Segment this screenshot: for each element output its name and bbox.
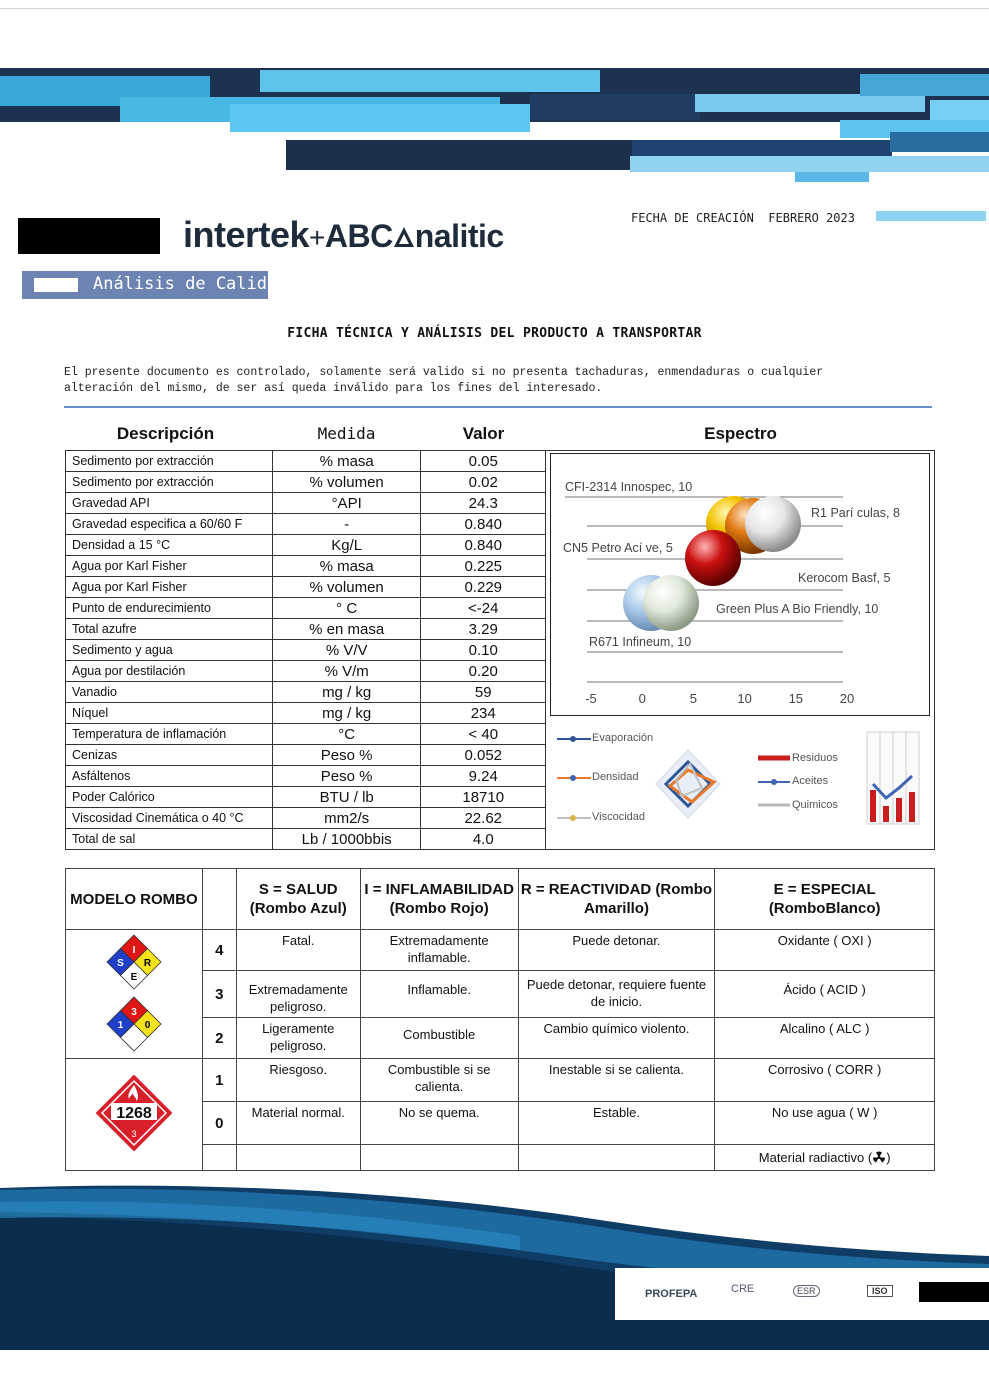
especial-cell: Oxidante ( OXI ) [715, 930, 935, 971]
chart-bubble [643, 575, 699, 631]
cell-medida: Lb / 1000bbis [272, 829, 421, 850]
intertek-wordmark: intertek [183, 214, 310, 255]
table-row [66, 661, 546, 682]
header-inflamabilidad: I = INFLAMABILIDAD (Rombo Rojo) [360, 869, 518, 930]
diamond2-top-number: 3 [131, 1007, 137, 1018]
cell-descripcion: Gravedad API [66, 493, 273, 514]
diamond2-left-number: 1 [117, 1020, 124, 1031]
cell-medida: mg / kg [272, 682, 421, 703]
table-row [66, 703, 546, 724]
cell-valor: 18710 [421, 787, 546, 808]
table-row [66, 745, 546, 766]
cell-valor: < 40 [421, 724, 546, 745]
cell-medida: % volumen [272, 577, 421, 598]
cell-descripcion: Poder Calórico [66, 787, 273, 808]
table-row [66, 682, 546, 703]
table-row [66, 640, 546, 661]
cell-medida: % en masa [272, 619, 421, 640]
mini-legend-area [553, 728, 933, 838]
cell-valor: 0.05 [421, 451, 546, 472]
cell-valor: 22.62 [421, 808, 546, 829]
chart-x-tick-label: 0 [638, 691, 646, 706]
hazard-class-number: 3 [131, 1129, 137, 1139]
chart-x-tick-label: 20 [839, 691, 855, 706]
especial-cell: No use agua ( W ) [715, 1102, 935, 1145]
header-especial: E = ESPECIAL (RomboBlanco) [715, 869, 935, 930]
inflamabilidad-cell: Combustible si se calienta. [360, 1059, 518, 1102]
table-row [66, 598, 546, 619]
cell-valor: 0.840 [421, 514, 546, 535]
legend-viscocidad: Viscocidad [592, 811, 645, 823]
cell-descripcion: Sedimento y agua [66, 640, 273, 661]
cell-medida: ° C [272, 598, 421, 619]
iso-logo: ISO [867, 1285, 893, 1297]
abc-wordmark-rest: nalitic [414, 218, 504, 254]
document-title: FICHA TÉCNICA Y ANÁLISIS DEL PRODUCTO A TRANSPORTAR [287, 326, 702, 341]
cell-valor: 4.0 [421, 829, 546, 850]
cell-medida: % masa [272, 556, 421, 577]
disclaimer-line-1: El presente documento es controlado, solamente será valido si no presenta tachaduras, enmendaduras o cualquier [64, 366, 824, 379]
cell-descripcion: Vanadio [66, 682, 273, 703]
cell-medida: - [272, 514, 421, 535]
table-row [66, 787, 546, 808]
legend-densidad: Densidad [592, 771, 639, 783]
cell-valor: 24.3 [421, 493, 546, 514]
chart-bubble-label: R671 Infineum, 10 [589, 635, 692, 649]
table-row [66, 724, 546, 745]
cell-descripcion: Punto de endurecimiento [66, 598, 273, 619]
cell-valor: 3.29 [421, 619, 546, 640]
chart-bubble-label: Kerocom Basf, 5 [798, 571, 891, 585]
cell-valor: 59 [421, 682, 546, 703]
especial-cell: Alcalino ( ALC ) [715, 1018, 935, 1059]
cell-medida: BTU / lb [272, 787, 421, 808]
chart-gridlines [565, 497, 843, 682]
footer-redaction-box [919, 1282, 989, 1302]
level-number: 2 [202, 1018, 236, 1059]
cell-valor: 0.052 [421, 745, 546, 766]
cell-medida: % masa [272, 451, 421, 472]
cell-medida: mm2/s [272, 808, 421, 829]
header-reactividad: R = REACTIVIDAD (Rombo Amarillo) [518, 869, 715, 930]
chart-x-tick-label: 15 [788, 691, 804, 706]
inflamabilidad-cell: Extremadamente inflamable. [360, 930, 518, 971]
cre-logo: CRE [731, 1283, 755, 1295]
chart-x-tick-label: -5 [585, 691, 597, 706]
spectrum-chart [551, 454, 928, 714]
footer-wave [0, 1160, 989, 1350]
analysis-table [65, 450, 546, 850]
diamond-left-letter: S [117, 958, 124, 969]
cell-descripcion: Cenizas [66, 745, 273, 766]
salud-cell: Riesgoso. [236, 1059, 360, 1102]
cell-medida: °API [272, 493, 421, 514]
cell-medida: % volumen [272, 472, 421, 493]
especial-cell: Ácido ( ACID ) [715, 971, 935, 1018]
chart-x-ticks [585, 691, 854, 706]
cell-valor: 0.10 [421, 640, 546, 661]
col-header-espectro: Espectro [704, 424, 777, 443]
company-logo [183, 214, 504, 256]
chart-bubble [685, 530, 741, 586]
reactividad-cell: Cambio químico violento. [518, 1018, 715, 1059]
radiactivo-label: Material radiactivo ( [758, 1150, 873, 1165]
salud-cell: Fatal. [236, 930, 360, 971]
un-number: 1268 [116, 1105, 152, 1122]
table-row [66, 619, 546, 640]
table-row [66, 514, 546, 535]
creation-date [631, 211, 855, 225]
header-num-blank [202, 869, 236, 930]
chart-x-tick-label: 10 [737, 691, 752, 706]
inflamabilidad-cell: Combustible [360, 1018, 518, 1059]
cell-valor: 234 [421, 703, 546, 724]
cell-descripcion: Agua por destilación [66, 661, 273, 682]
inflamabilidad-cell: No se quema. [360, 1102, 518, 1145]
creation-date-value: FEBRERO 2023 [768, 211, 855, 225]
cell-descripcion: Temperatura de inflamación [66, 724, 273, 745]
cell-descripcion: Total azufre [66, 619, 273, 640]
level-number: 0 [202, 1102, 236, 1145]
nfpa-diamond-table [65, 868, 935, 1171]
diamond-cell [66, 930, 203, 1059]
disclaimer-line-2: alteración del mismo, de ser así queda inválido para los fines del interesado. [64, 382, 603, 395]
diamond2-right-number: 0 [144, 1020, 151, 1031]
level-number: 1 [202, 1059, 236, 1102]
redaction-box [18, 218, 160, 254]
cell-descripcion: Níquel [66, 703, 273, 724]
diamond-right-letter: R [143, 958, 152, 969]
cell-medida: mg / kg [272, 703, 421, 724]
chart-bubble-label: R1 Parí culas, 8 [811, 506, 900, 520]
triangle-logo-icon [393, 225, 415, 249]
diamond-bottom-letter: E [130, 972, 138, 983]
cell-valor: <-24 [421, 598, 546, 619]
chart-bubble-label: CN5 Petro Ací ve, 5 [563, 541, 673, 555]
cell-medida: Kg/L [272, 535, 421, 556]
creation-date-label: FECHA DE CREACIÓN [631, 211, 754, 225]
header-salud: S = SALUD (Rombo Azul) [236, 869, 360, 930]
legend-aceites: Aceites [792, 775, 829, 787]
col-header-descripcion: Descripción [116, 424, 215, 443]
cell-valor: 0.225 [421, 556, 546, 577]
reactividad-cell: Puede detonar. [518, 930, 715, 971]
spectrum-chart-frame [550, 453, 930, 716]
cell-descripcion: Sedimento por extracción [66, 472, 273, 493]
cell-medida: % V/V [272, 640, 421, 661]
chart-x-tick-label: 5 [689, 691, 698, 706]
date-accent-bar [876, 211, 986, 221]
cell-descripcion: Agua por Karl Fisher [66, 556, 273, 577]
disclaimer [64, 365, 934, 397]
quality-tag-label: Análisis de Calidad [93, 274, 288, 294]
cell-descripcion: Densidad a 15 °C [66, 535, 273, 556]
inflamabilidad-cell: Inflamable. [360, 971, 518, 1018]
table-row [66, 577, 546, 598]
level-number: 3 [202, 971, 236, 1018]
cell-descripcion: Total de sal [66, 829, 273, 850]
legend-residuos: Residuos [792, 752, 838, 764]
table-row [66, 829, 546, 850]
header-modelo-rombo: MODELO ROMBO [66, 869, 203, 930]
top-border [0, 8, 989, 9]
level-number: 4 [202, 930, 236, 971]
radiactivo-close: ) [886, 1150, 891, 1165]
reactividad-cell: Estable. [518, 1102, 715, 1145]
cell-descripcion: Gravedad especifica a 60/60 F [66, 514, 273, 535]
cell-descripcion: Agua por Karl Fisher [66, 577, 273, 598]
cell-valor: 9.24 [421, 766, 546, 787]
chart-bubble-label: Green Plus A Bio Friendly, 10 [716, 602, 879, 616]
reactividad-cell: Inestable si se calienta. [518, 1059, 715, 1102]
cell-descripcion: Viscosidad Cinemática o 40 °C [66, 808, 273, 829]
reactividad-cell: Puede detonar, requiere fuente de inicio. [518, 971, 715, 1018]
salud-cell: Material normal. [236, 1102, 360, 1145]
table-row [66, 535, 546, 556]
legend-evaporacion: Evaporación [592, 732, 654, 744]
especial-cell: Corrosivo ( CORR ) [715, 1059, 935, 1102]
divider-rule [64, 406, 932, 408]
table-row [66, 472, 546, 493]
nfpa-diamonds-icon [102, 932, 166, 1052]
cell-descripcion: Sedimento por extracción [66, 451, 273, 472]
table-row [66, 808, 546, 829]
abc-wordmark-prefix: ABC [324, 218, 393, 254]
profepa-logo: PROFEPA [645, 1288, 698, 1300]
cell-medida: % V/m [272, 661, 421, 682]
logo-plus: + [309, 222, 325, 253]
cell-valor: 0.02 [421, 472, 546, 493]
col-header-medida: Medida [317, 424, 376, 443]
chart-bubble [745, 496, 801, 552]
table-row [66, 766, 546, 787]
cell-valor: 0.840 [421, 535, 546, 556]
table-row [66, 451, 546, 472]
salud-cell: Ligeramente peligroso. [236, 1018, 360, 1059]
cell-descripcion: Asfáltenos [66, 766, 273, 787]
salud-cell: Extremadamente peligroso. [236, 971, 360, 1018]
cell-medida: Peso % [272, 745, 421, 766]
cell-valor: 0.20 [421, 661, 546, 682]
table-row [66, 556, 546, 577]
legend-quimicos: Quimicos [792, 799, 838, 811]
cell-medida: Peso % [272, 766, 421, 787]
cell-medida: °C [272, 724, 421, 745]
esr-logo: ESR [793, 1285, 820, 1297]
quality-tag [22, 271, 288, 299]
chart-bubble-label: CFI-2314 Innospec, 10 [565, 480, 693, 494]
table-row [66, 493, 546, 514]
cell-valor: 0.229 [421, 577, 546, 598]
diamond-top-letter: I [132, 945, 136, 956]
col-header-valor: Valor [462, 424, 505, 443]
placard-cell [66, 1059, 203, 1171]
flammable-placard-icon [94, 1073, 174, 1153]
